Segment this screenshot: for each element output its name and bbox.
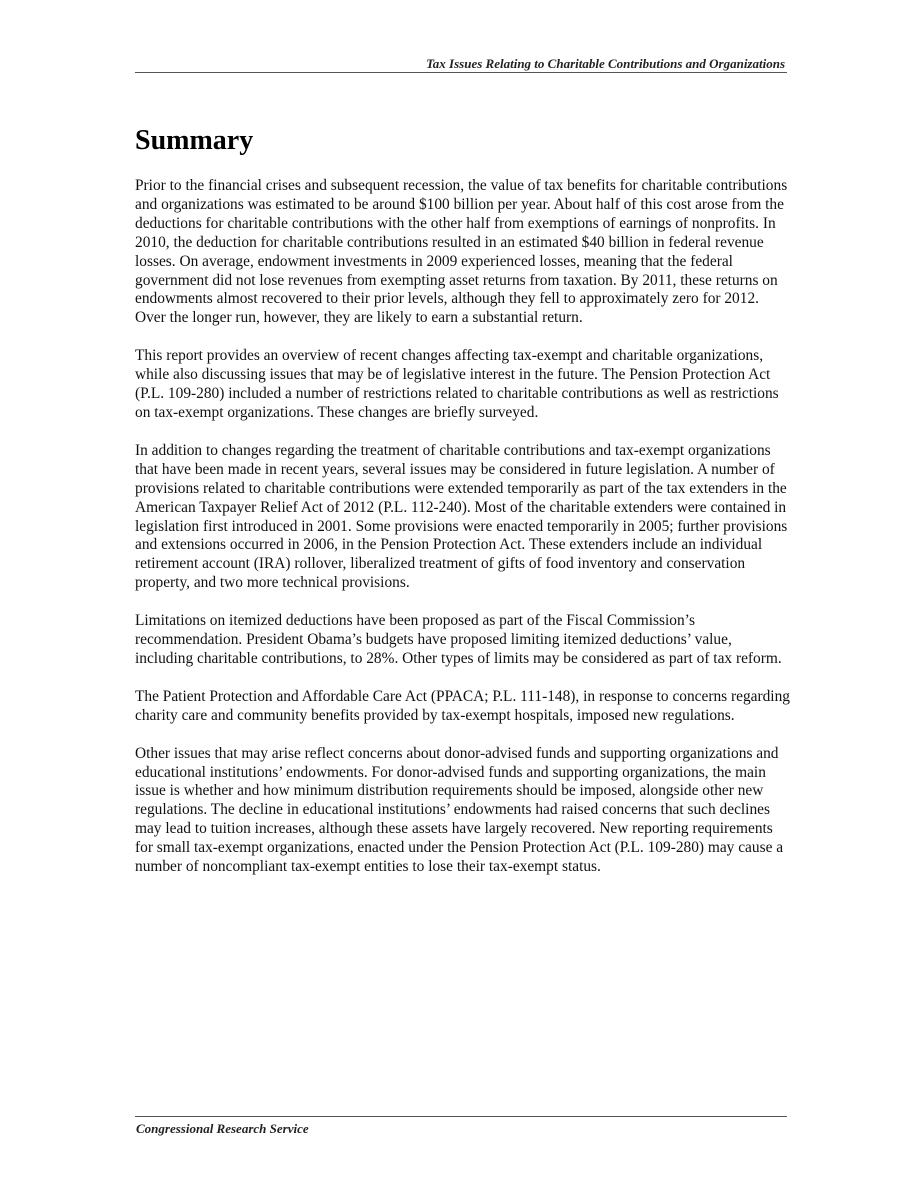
paragraph-recession-tax-benefits: Prior to the financial crises and subsequent recession, the value of tax benefits for charitable contributions and organizations was estimated to be around $100 billion per year. About half of this cost arose from the deductions for charitable contributions with the other half from exemptions of earnings of nonprofits. In 2010, the deduction for charitable contributions resulted in an estimated $40 billion in federal revenue losses. On average, endowment investments in 2009 experienced losses, meaning that the federal government did not lose revenues from exempting asset returns from taxation. By 2011, these returns on endowments almost recovered to their prior levels, although they fell to approximately zero for 2012. Over the longer run, however, they are likely to earn a substantial return. <box>135 177 788 327</box>
paragraph-extenders: In addition to changes regarding the treatment of charitable contributions and tax-exempt organizations that have been made in recent years, several issues may be considered in future legislation. A number of provisions related to charitable contributions were extended temporarily as part of the tax extenders in the American Taxpayer Relief Act of 2012 (P.L. 112-240). Most of the charitable extenders were contained in legislation first introduced in 2001. Some provisions were enacted temporarily in 2005; further provisions and extensions occurred in 2006, in the Pension Protection Act. These extenders include an individual retirement account (IRA) rollover, liberalized treatment of gifts of food inventory and conservation property, and two more technical provisions. <box>135 441 788 592</box>
paragraph-itemized-deductions: Limitations on itemized deductions have been proposed as part of the Fiscal Commission’s recommendation. President Obama’s budgets have proposed limiting itemized deductions’ value, including charitable contributions, to 28%. Other types of limits may be considered as part of tax reform. <box>135 612 782 667</box>
footer-publisher: Congressional Research Service <box>136 1121 309 1136</box>
paragraph-ppaca: The Patient Protection and Affordable Care Act (PPACA; P.L. 111-148), in response to concerns regarding charity care and community benefits provided by tax-exempt hospitals, imposed new regulations. <box>135 687 790 724</box>
running-header <box>135 54 787 73</box>
paragraph-other-issues: Other issues that may arise reflect concerns about donor-advised funds and supporting organizations and educational institutions’ endowments. For donor-advised funds and supporting organizations, the main issue is whether and how minimum distribution requirements should be imposed, alongside other new regulations. The decline in educational institutions’ endowments had raised concerns that such declines may lead to tuition increases, although these assets have largely recovered. New reporting requirements for small tax-exempt organizations, enacted under the Pension Protection Act (P.L. 109-280) may cause a number of noncompliant tax-exempt entities to lose their tax-exempt status. <box>135 744 784 876</box>
paragraph-report-overview: This report provides an overview of recent changes affecting tax-exempt and charitable organizations, while also discussing issues that may be of legislative interest in the future. The Pension Protection Act (P.L. 109-280) included a number of restrictions related to charitable contributions as well as restrictions on tax-exempt organizations. These changes are briefly surveyed. <box>135 347 779 421</box>
summary-body <box>135 177 790 896</box>
section-heading: Summary <box>135 125 254 156</box>
header-title: Tax Issues Relating to Charitable Contributions and Organizations <box>426 56 785 71</box>
running-footer <box>135 1116 787 1136</box>
